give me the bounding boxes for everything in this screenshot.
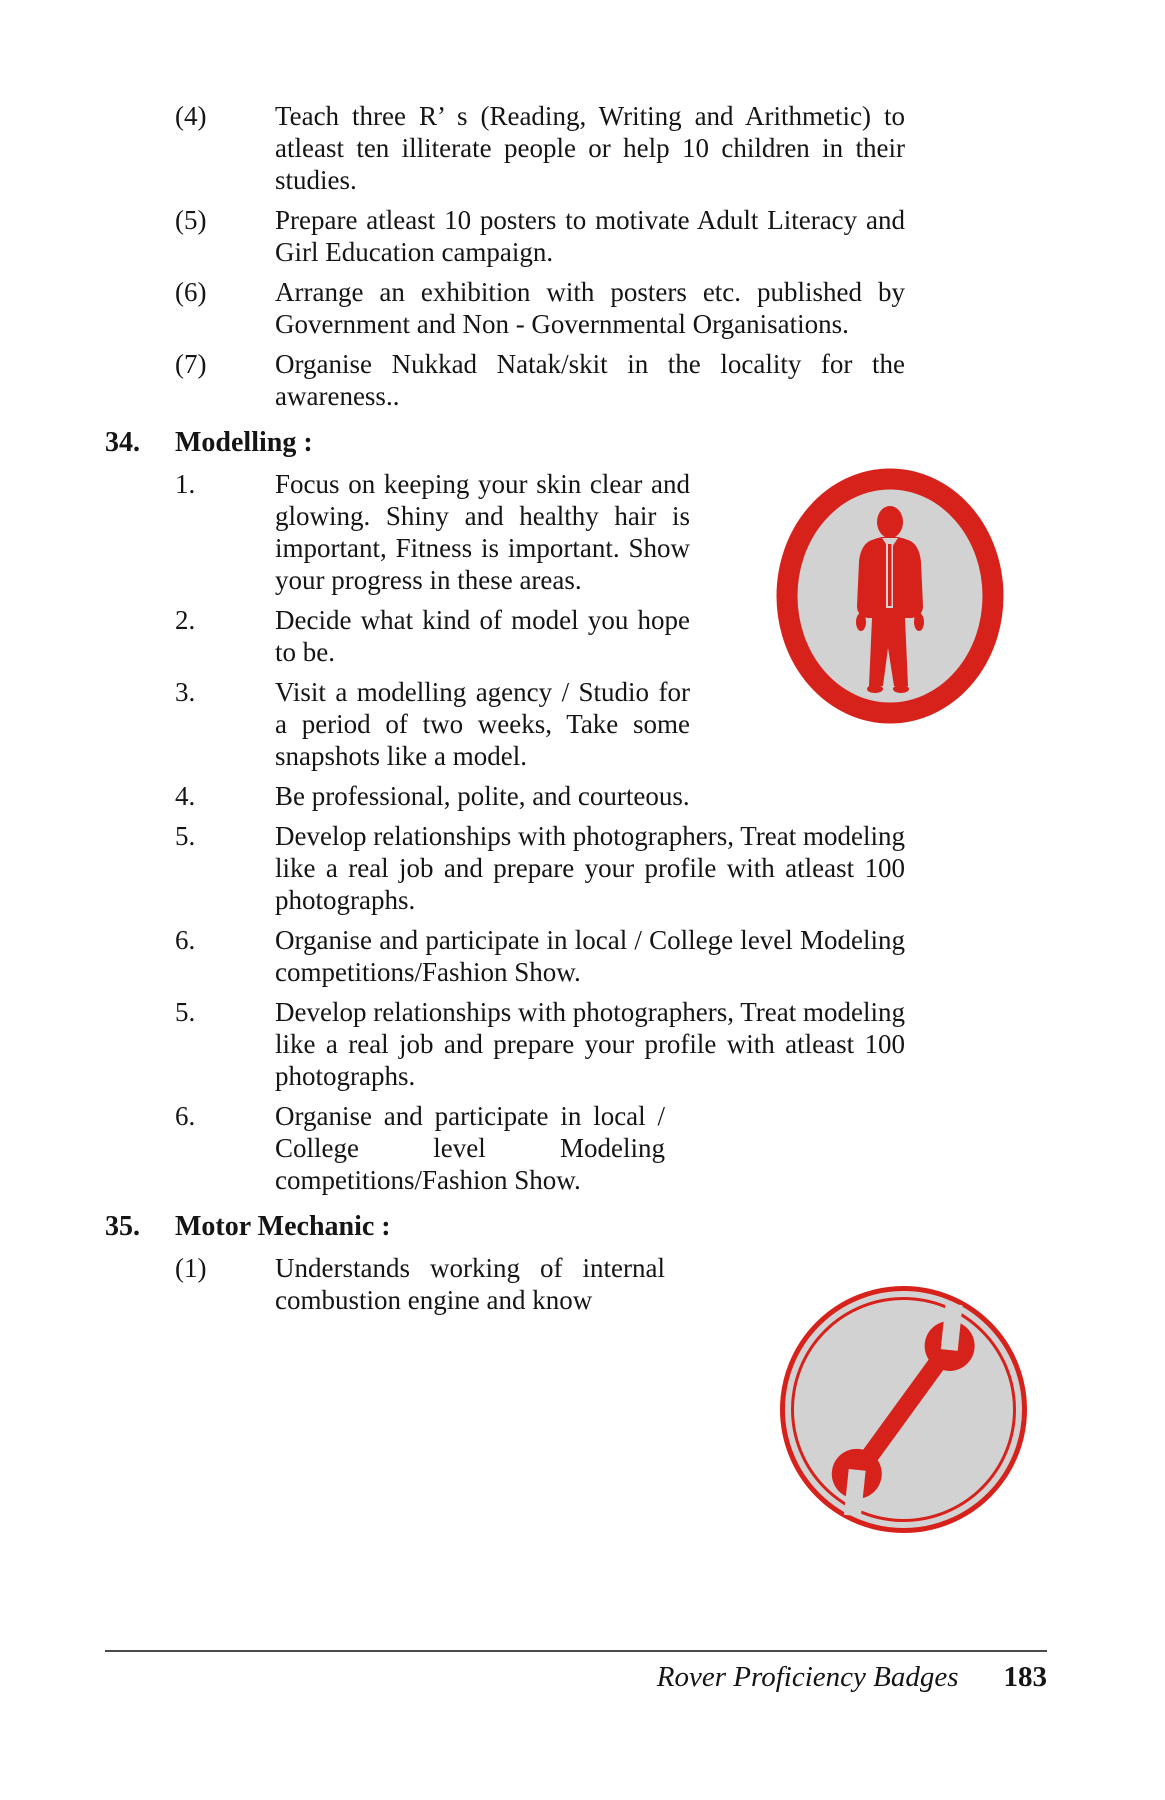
section-number: 34. (105, 427, 140, 458)
list-item (175, 100, 905, 196)
item-number: 6. (175, 1101, 196, 1131)
item-text: Develop relationships with photographers, Treat modeling like a real job and prepare your profile with atleast 100 photographs. (275, 997, 905, 1091)
item-text: Be professional, polite, and courteous. (275, 781, 690, 811)
list-item (175, 348, 905, 412)
item-number: 6. (175, 925, 196, 955)
item-text: Teach three R’ s (Reading, Writing and Arithmetic) to atleast ten illiterate people or help 10 children in their studies. (275, 101, 905, 195)
item-number: (6) (175, 277, 207, 307)
item-number: (1) (175, 1253, 207, 1283)
section-title: Modelling : (175, 427, 313, 458)
item-number: (5) (175, 205, 207, 235)
list-item (175, 204, 905, 268)
item-number: (4) (175, 101, 207, 131)
item-text: Develop relationships with photographers, Treat modeling like a real job and prepare your profile with atleast 100 photographs. (275, 821, 905, 915)
section-number: 35. (105, 1211, 140, 1242)
item-number: (7) (175, 349, 207, 379)
item-text: Decide what kind of model you hope to be. (275, 605, 690, 667)
section-heading-motor-mechanic (105, 1210, 905, 1244)
list-item (175, 820, 905, 916)
footer-title: Rover Proficiency Badges (656, 1661, 959, 1693)
item-number: 5. (175, 821, 196, 851)
item-text: Focus on keeping your skin clear and glowing. Shiny and healthy hair is important, Fitness is important. Show your progress in these areas. (275, 469, 690, 595)
item-number: 5. (175, 997, 196, 1027)
item-text: Organise and participate in local / College level Modeling competitions/Fashion Show. (275, 1101, 665, 1195)
item-number: 1. (175, 469, 196, 499)
footer (105, 1650, 1047, 1694)
list-item (175, 604, 905, 668)
section-heading-modelling (105, 426, 905, 460)
motor-mechanic-badge (775, 1100, 1020, 1538)
item-number: 2. (175, 605, 196, 635)
list-item (175, 676, 905, 772)
item-text: Visit a modelling agency / Studio for a period of two weeks, Take some snapshots like a model. (275, 677, 690, 771)
item-text: Arrange an exhibition with posters etc. published by Government and Non - Governmental Organisations. (275, 277, 905, 339)
item-text: Organise and participate in local / College level Modeling competitions/Fashion Show. (275, 925, 905, 987)
list-item (175, 1252, 905, 1316)
list-item (175, 468, 905, 596)
list-item (175, 924, 905, 988)
page-number: 183 (1003, 1661, 1047, 1693)
list-item (175, 1100, 905, 1196)
item-text: Organise Nukkad Natak/skit in the locality for the awareness.. (275, 349, 905, 411)
item-number: 4. (175, 781, 196, 811)
item-text: Understands working of internal combustion engine and know (275, 1253, 665, 1315)
wrench-icon (775, 1281, 1032, 1538)
list-item (175, 996, 905, 1092)
item-number: 3. (175, 677, 196, 707)
list-item (175, 780, 905, 812)
item-text: Prepare atleast 10 posters to motivate Adult Literacy and Girl Education campaign. (275, 205, 905, 267)
section-title: Motor Mechanic : (175, 1211, 391, 1242)
list-item (175, 276, 905, 340)
